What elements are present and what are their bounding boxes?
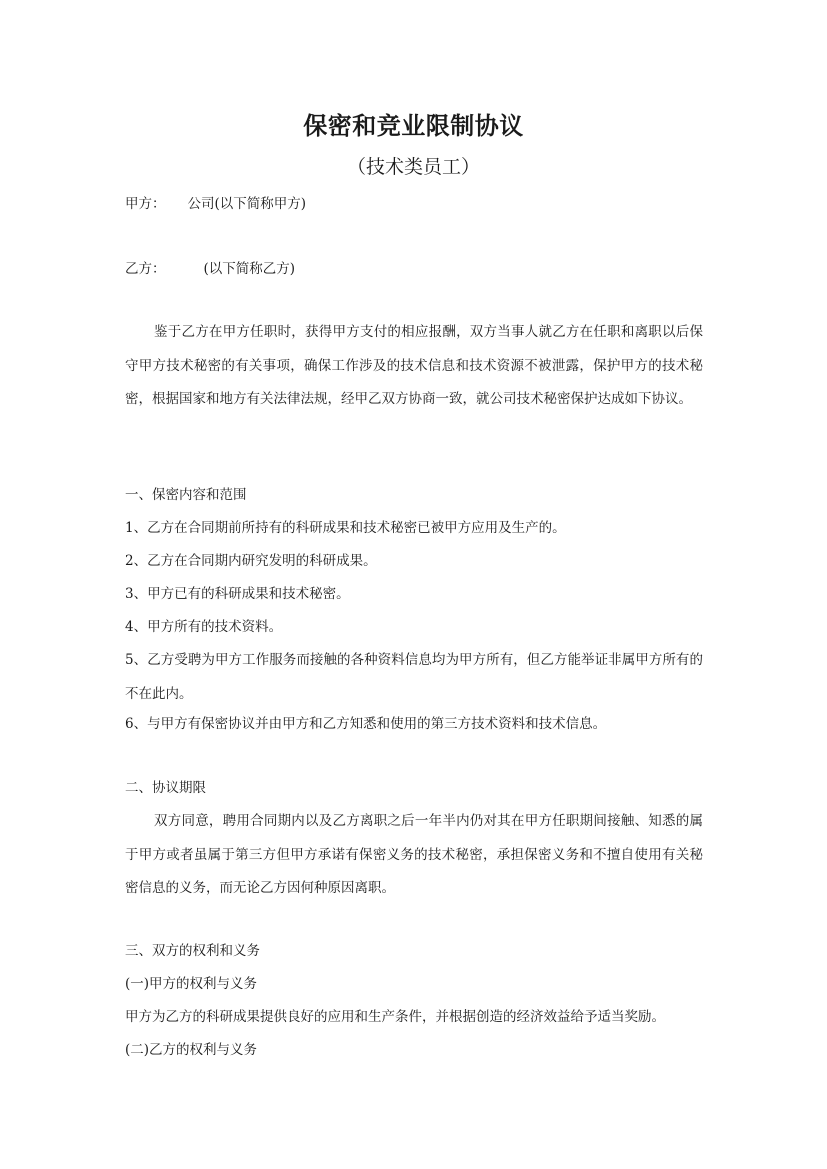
- section3-heading: 三、双方的权利和义务: [125, 943, 260, 959]
- list-item: 1、乙方在合同期前所持有的科研成果和技术秘密已被甲方应用及生产的。: [125, 520, 566, 536]
- section1-heading: 一、保密内容和范围: [125, 487, 247, 503]
- document-title: 保密和竞业限制协议: [303, 111, 524, 140]
- intro-paragraph: 鉴于乙方在甲方任职时，获得甲方支付的相应报酬，双方当事人就乙方在任职和离职以后保守甲方技术秘密的有关事项，确保工作涉及的技术信息和技术资源不被泄露，保护甲方的技术秘密，根据国家和地方有关法律法规，经甲乙双方协商一致，就公司技术秘密保护达成如下协议。: [125, 324, 703, 407]
- list-item: 2、乙方在合同期内研究发明的科研成果。: [125, 553, 377, 569]
- party-b-value: (以下简称乙方): [203, 261, 296, 277]
- party-b-line: [125, 259, 295, 279]
- section3-sub1-text: 甲方为乙方的科研成果提供良好的应用和生产条件，并根据创造的经济效益给予适当奖励。: [125, 1009, 665, 1025]
- section2-paragraph: 双方同意，聘用合同期内以及乙方离职之后一年半内仍对其在甲方任职期间接触、知悉的属于甲方或者虽属于第三方但甲方承诺有保密义务的技术秘密，承担保密义务和不擅自使用有关秘密信息的义务，而无论乙方因何种原因离职。: [125, 813, 703, 896]
- section3-sub2-heading: (二)乙方的权利与义务: [125, 1042, 258, 1058]
- party-b-label: 乙方：: [125, 261, 166, 277]
- section2-heading: 二、协议期限: [125, 780, 206, 796]
- document-subtitle: （技术类员工）: [346, 156, 480, 178]
- party-a-line: [125, 194, 306, 214]
- list-item: 5、乙方受聘为甲方工作服务而接触的各种资料信息均为甲方所有，但乙方能举证非属甲方所有的不在此内。: [125, 652, 703, 702]
- list-item: 3、甲方已有的科研成果和技术秘密。: [125, 586, 350, 602]
- section3-sub1-heading: (一)甲方的权利与义务: [125, 976, 258, 992]
- party-a-label: 甲方：: [125, 196, 166, 212]
- list-item: 6、与甲方有保密协议并由甲方和乙方知悉和使用的第三方技术资料和技术信息。: [125, 716, 607, 732]
- list-item: 4、甲方所有的技术资料。: [125, 619, 283, 635]
- party-a-value: 公司(以下简称甲方): [187, 196, 307, 212]
